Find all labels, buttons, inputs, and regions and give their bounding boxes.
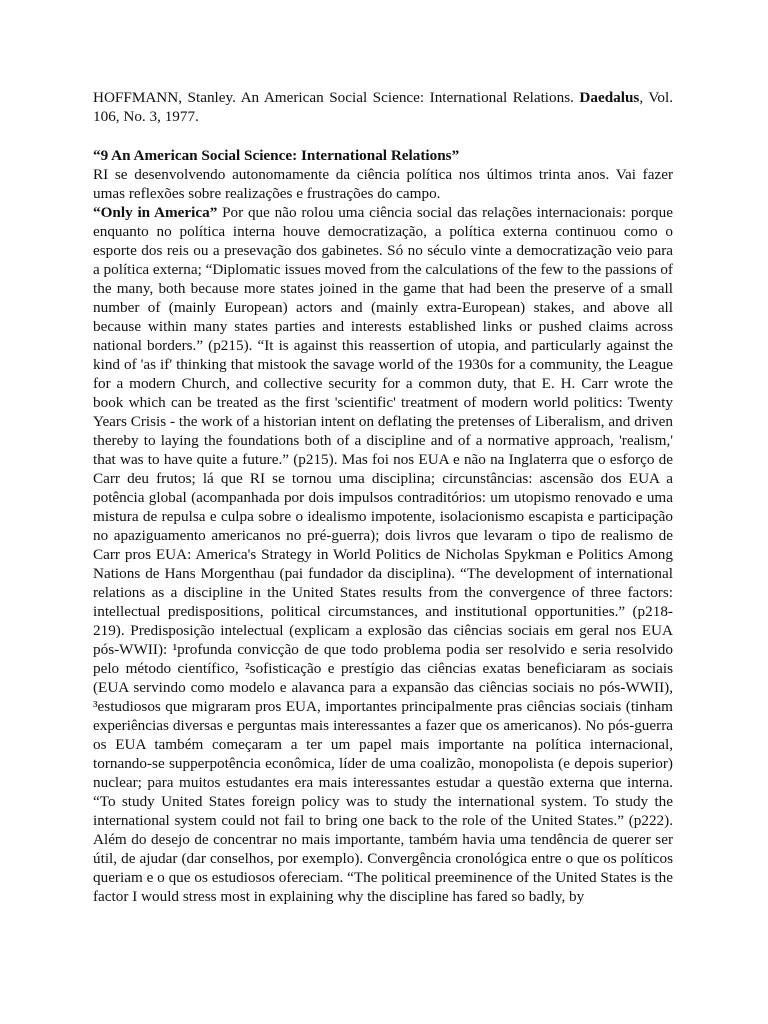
main-paragraph-text: Por que não rolou uma ciência social das relações internacionais: porque enquanto no política interna houve democratização, a política externa continuou como o esporte dos reis ou a presevação dos gabinetes. Só no século vinte a democratização veio para a política externa; “Diplomatic issues moved from the calculations of the few to the passions of the many, both because more states joined in the game that had been the preserve of a small number of (mainly European) actors and (mainly extra-European) stakes, and above all because within many states parties and interests established links or pushed claims across national borders.” (p215). “It is against this reassertion of utopia, and particularly against the kind of 'as if' thinking that mistook the savage world of the 1930s for a community, the League for a modern Church, and collective security for a common duty, that E. H. Carr wrote the book which can be treated as the first 'scientific' treatment of modern world politics: Twenty Years Crisis - the work of a historian intent on deflating the pretenses of Liberalism, and driven thereby to laying the foundations both of a discipline and of a normative approach, 'realism,' that was to have quite a future.” (p215). Mas foi nos EUA e não na Inglaterra que o esforço de Carr deu frutos; lá que RI se tornou uma disciplina; circunstâncias: ascensão dos EUA a potência global (acompanhada por dois impulsos contraditórios: um utopismo renovado e uma mistura de repulsa e culpa sobre o idealismo impotente, isolacionismo escapista e participação no apaziguamento americanos no pré-guerra); dois livros que levaram o tipo de realismo de Carr pros EUA: America's Strategy in World Politics de Nicholas Spykman e Politics Among Nations de Hans Morgenthau (pai fundador da disciplina). “The development of international relations as a discipline in the United States results from the convergence of three factors: intellectual predispositions, political circumstances, and institutional opportunities.” (p218-219). Predisposição intelectual (explicam a explosão das ciências sociais em geral nos EUA pós-WWII): ¹profunda convicção de que todo problema podia ser resolvido e seria resolvido pelo método científico, ²sofisticação e prestígio das ciências exatas beneficiaram as sociais (EUA servindo como modelo e alavanca para a expansão das ciências sociais no pós-WWII), ³estudiosos que migraram pros EUA, importantes principalmente pras ciências sociais (tinham experiências diversas e perguntas mais interessantes a fazer que os americanos). No pós-guerra os EUA também começaram a ter um papel mais importante na política internacional, tornando-se supperpotência econômica, líder de uma coalizão, monopolista (e depois superior) nuclear; para muitos estudantes era mais interessantes estudar a questão externa que interna. “To study United States foreign policy was to study the international system. To study the international system could not fail to bring one back to the role of the United States.” (p222). Além do desejo de concentrar no mais importante, também havia uma tendência de querer ser útil, de ajudar (dar conselhos, por exemplo). Convergência cronológica entre o que os políticos queriam e o que os estudiosos ofereciam. “The political preeminence of the United States is the factor I would stress most in explaining why the discipline has fared so badly, by: [93, 204, 673, 905]
section-heading: “9 An American Social Science: International Relations”: [93, 147, 460, 164]
subheading: “Only in America”: [93, 204, 218, 221]
citation-title: An American Social Science: International Relations.: [240, 89, 580, 106]
citation-journal: Daedalus: [579, 89, 640, 106]
document-body: [93, 146, 673, 906]
citation: [93, 88, 673, 126]
citation-authors: HOFFMANN, Stanley.: [93, 89, 241, 106]
citation-details: , Vol. 106, No. 3, 1977.: [93, 89, 673, 125]
main-paragraph: [93, 203, 673, 906]
intro-paragraph: RI se desenvolvendo autonomamente da ciência política nos últimos trinta anos. Vai fazer umas reflexões sobre realizações e frustrações do campo.: [93, 166, 673, 202]
